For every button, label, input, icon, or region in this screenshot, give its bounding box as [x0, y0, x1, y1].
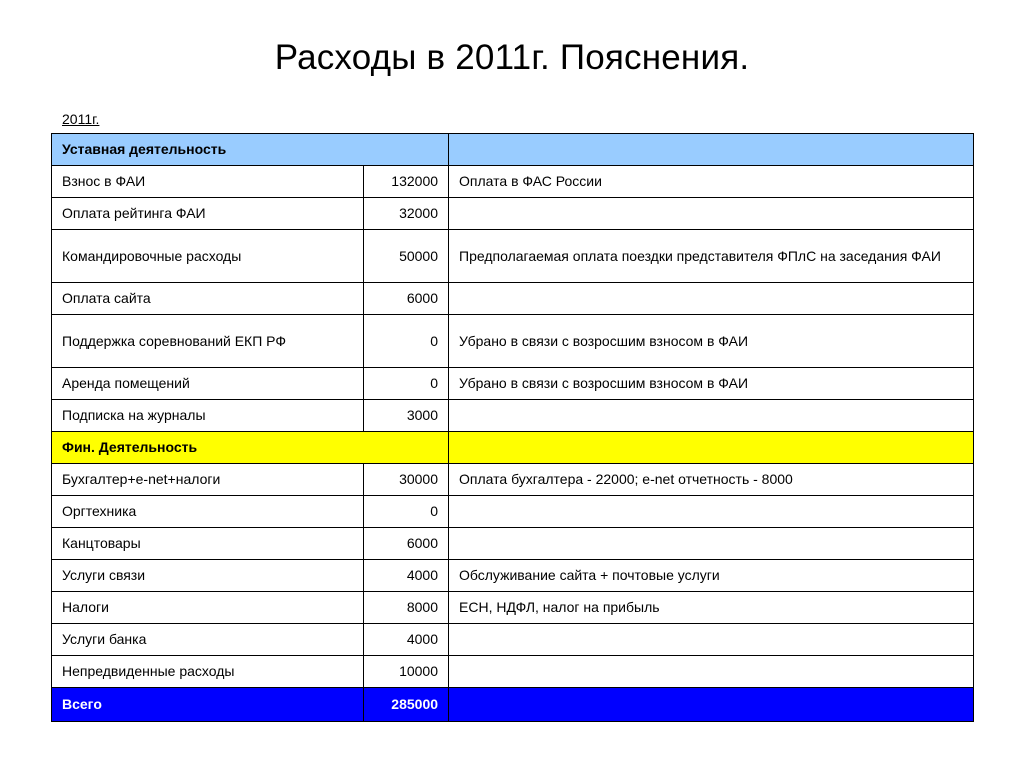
expense-amount: 6000 [364, 283, 449, 315]
expense-name: Налоги [52, 592, 364, 624]
expense-note [449, 624, 974, 656]
expense-note: Убрано в связи с возросшим взносом в ФАИ [449, 368, 974, 400]
expense-note: Обслуживание сайта + почтовые услуги [449, 560, 974, 592]
expense-note: Оплата в ФАС России [449, 166, 974, 198]
expense-name: Оргтехника [52, 496, 364, 528]
table-row [52, 368, 974, 400]
section-header-row [52, 432, 974, 464]
expense-amount: 4000 [364, 624, 449, 656]
expense-note: Убрано в связи с возросшим взносом в ФАИ [449, 315, 974, 368]
expense-name: Командировочные расходы [52, 230, 364, 283]
expense-note: ЕСН, НДФЛ, налог на прибыль [449, 592, 974, 624]
expense-note [449, 496, 974, 528]
table-row [52, 560, 974, 592]
section-header-row [52, 134, 974, 166]
section-header: Уставная деятельность [52, 134, 449, 166]
expense-amount: 10000 [364, 656, 449, 688]
expense-note [449, 283, 974, 315]
expense-note [449, 198, 974, 230]
table-row [52, 592, 974, 624]
section-header: Фин. Деятельность [52, 432, 449, 464]
expense-name: Оплата сайта [52, 283, 364, 315]
expense-amount: 0 [364, 368, 449, 400]
total-amount: 285000 [364, 688, 449, 722]
expense-name: Взнос в ФАИ [52, 166, 364, 198]
table-row [52, 464, 974, 496]
expense-amount: 0 [364, 315, 449, 368]
table-row [52, 496, 974, 528]
total-row [52, 688, 974, 722]
expense-amount: 4000 [364, 560, 449, 592]
expense-amount: 30000 [364, 464, 449, 496]
expense-note: Оплата бухгалтера - 22000; e-net отчетность - 8000 [449, 464, 974, 496]
table-row [52, 166, 974, 198]
total-note [449, 688, 974, 722]
page-title: Расходы в 2011г. Пояснения. [274, 38, 750, 77]
table-row [52, 283, 974, 315]
expense-amount: 8000 [364, 592, 449, 624]
expense-name: Услуги связи [52, 560, 364, 592]
table-row [52, 624, 974, 656]
table-row [52, 528, 974, 560]
expense-name: Бухгалтер+e-net+налоги [52, 464, 364, 496]
table-row [52, 656, 974, 688]
expense-amount: 50000 [364, 230, 449, 283]
expense-note [449, 400, 974, 432]
table-row [52, 315, 974, 368]
expense-amount: 6000 [364, 528, 449, 560]
table-row [52, 230, 974, 283]
expense-name: Услуги банка [52, 624, 364, 656]
expense-amount: 132000 [364, 166, 449, 198]
total-label: Всего [52, 688, 364, 722]
expense-name: Канцтовары [52, 528, 364, 560]
expense-name: Непредвиденные расходы [52, 656, 364, 688]
expense-name: Аренда помещений [52, 368, 364, 400]
expense-amount: 0 [364, 496, 449, 528]
expense-amount: 32000 [364, 198, 449, 230]
year-label: 2011г. [62, 111, 100, 127]
table-row [52, 198, 974, 230]
section-header-note [449, 134, 974, 166]
section-header-note [449, 432, 974, 464]
expense-name: Оплата рейтинга ФАИ [52, 198, 364, 230]
expense-amount: 3000 [364, 400, 449, 432]
expense-note: Предполагаемая оплата поездки представителя ФПлС на заседания ФАИ [449, 230, 974, 283]
expenses-table [51, 133, 974, 722]
table-row [52, 400, 974, 432]
expense-name: Поддержка соревнований ЕКП РФ [52, 315, 364, 368]
expense-note [449, 528, 974, 560]
expense-name: Подписка на журналы [52, 400, 364, 432]
expense-note [449, 656, 974, 688]
